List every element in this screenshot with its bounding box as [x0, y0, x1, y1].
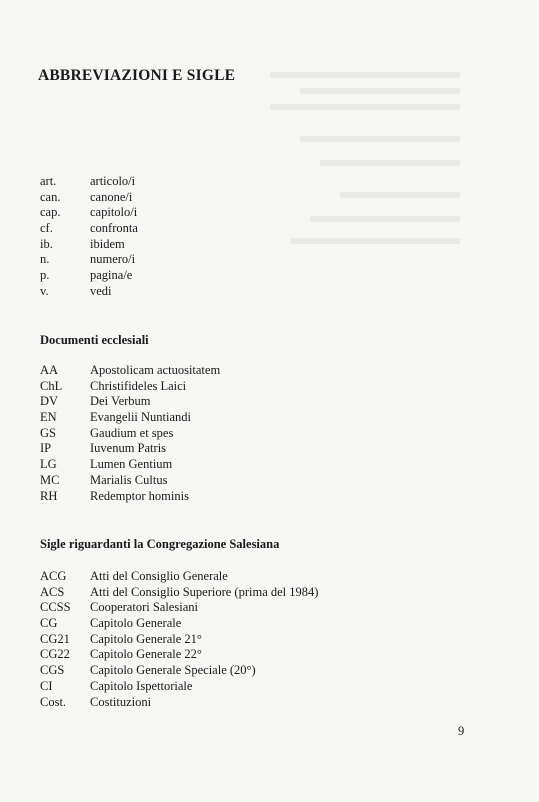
meaning: articolo/i — [90, 174, 136, 188]
abbreviation: CG21 — [40, 631, 70, 646]
show-through-3 — [270, 104, 460, 110]
abbreviation: GS — [40, 425, 56, 440]
show-through-7 — [310, 216, 460, 222]
abbreviation: ACG — [40, 569, 67, 583]
abbreviation: cf. — [40, 221, 53, 236]
abbreviation: can. — [40, 189, 61, 204]
meaning: Capitolo Generale 21° — [90, 631, 202, 646]
page-title: ABBREVIAZIONI E SIGLE — [38, 67, 236, 85]
section-heading-salesian: Sigle riguardanti la Congregazione Salesiana — [40, 537, 280, 551]
show-through-5 — [320, 160, 460, 166]
meaning: capitolo/i — [90, 205, 138, 220]
abbreviation: CG22 — [40, 647, 70, 662]
abbreviation: CG — [40, 616, 58, 631]
abbreviation: CCSS — [40, 600, 71, 615]
meaning: Capitolo Generale 22° — [90, 647, 202, 662]
meaning: numero/i — [90, 252, 136, 267]
page-number: 9 — [458, 724, 465, 738]
meaning: Atti del Consiglio Superiore (prima del 1984) — [90, 584, 319, 599]
meaning: Atti del Consiglio Generale — [90, 569, 228, 583]
abbreviation: Cost. — [40, 694, 67, 709]
abbreviation: EN — [40, 410, 57, 425]
meaning: Capitolo Ispettoriale — [90, 678, 193, 693]
show-through-6 — [340, 192, 460, 198]
meaning: vedi — [90, 283, 112, 298]
meaning: Cooperatori Salesiani — [90, 600, 198, 615]
abbreviation: ib. — [40, 236, 53, 251]
abbreviation: IP — [40, 441, 52, 456]
meaning: ibidem — [90, 236, 125, 251]
meaning: Gaudium et spes — [90, 425, 174, 440]
abbreviation: v. — [40, 283, 49, 298]
abbreviation: CGS — [40, 663, 65, 678]
meaning: Marialis Cultus — [90, 472, 168, 487]
meaning: Iuvenum Patris — [90, 441, 167, 456]
meaning: Capitolo Generale — [90, 616, 182, 631]
meaning: confronta — [90, 221, 138, 236]
abbreviation: RH — [40, 488, 58, 503]
meaning: Christifideles Laici — [90, 378, 187, 393]
abbreviation: art. — [40, 174, 57, 188]
abbreviation: CI — [40, 678, 53, 693]
abbreviation: ChL — [40, 378, 63, 393]
abbreviation: MC — [40, 472, 60, 487]
abbreviation: p. — [40, 268, 50, 283]
show-through-4 — [300, 136, 460, 142]
meaning: Apostolicam actuositatem — [90, 363, 221, 377]
meaning: Redemptor hominis — [90, 488, 189, 503]
abbreviation: DV — [40, 394, 59, 409]
meaning: Costituzioni — [90, 694, 152, 709]
section-heading-ecclesial: Documenti ecclesiali — [40, 333, 149, 347]
abbreviation: AA — [40, 363, 59, 377]
abbreviation: ACS — [40, 584, 65, 599]
meaning: Dei Verbum — [90, 394, 151, 409]
meaning: pagina/e — [90, 268, 133, 283]
meaning: Lumen Gentium — [90, 457, 173, 472]
abbreviation: cap. — [40, 205, 61, 220]
show-through-1 — [270, 72, 460, 78]
show-through-8 — [290, 238, 460, 244]
meaning: Evangelii Nuntiandi — [90, 410, 192, 425]
abbreviation: LG — [40, 457, 57, 472]
abbreviation: n. — [40, 252, 50, 267]
meaning: Capitolo Generale Speciale (20°) — [90, 663, 256, 678]
meaning: canone/i — [90, 189, 133, 204]
show-through-2 — [300, 88, 460, 94]
